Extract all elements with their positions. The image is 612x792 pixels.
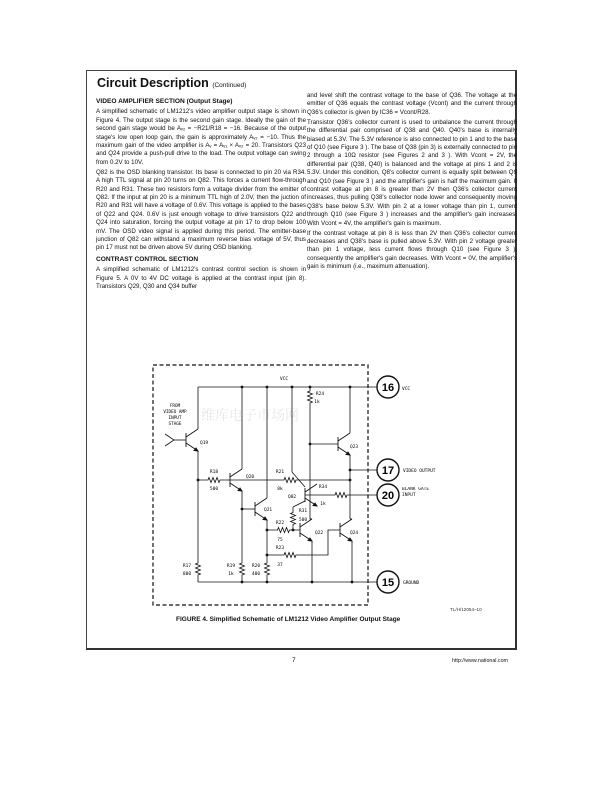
- pin-label: VCC: [402, 387, 411, 392]
- q19-label: Q19: [200, 441, 209, 446]
- junction-dot: [349, 469, 352, 472]
- r21-value: 8k: [277, 487, 283, 492]
- junction-dot: [241, 508, 244, 511]
- right-column: [307, 92, 517, 273]
- q82-label: Q82: [288, 495, 297, 500]
- section-title: [97, 76, 246, 90]
- transistor-collector: [338, 433, 350, 441]
- transistor-collector: [305, 484, 317, 492]
- pin-16: [377, 376, 410, 398]
- r23-value: 37: [277, 563, 283, 568]
- input-label-line: STAGE: [168, 422, 182, 427]
- r34-value: 1k: [320, 502, 326, 507]
- input-label-line: FROM: [169, 404, 181, 409]
- transistor-q23: [338, 433, 350, 455]
- junction-dot: [266, 386, 269, 389]
- transistor-collector: [230, 469, 242, 477]
- r18-name: R18: [209, 470, 219, 475]
- transistor-q24: [340, 519, 352, 541]
- junction-dot: [349, 386, 352, 389]
- footer-url: http://www.national.com: [452, 658, 508, 664]
- left-column: [96, 95, 306, 293]
- pin-number: 16: [381, 382, 395, 394]
- figure-caption: FIGURE 4. Simplified Schematic of LM1212 Video Amplifier Output Stage: [176, 616, 401, 623]
- q22-label: Q22: [315, 531, 324, 536]
- paragraph: and level shift the contrast voltage to the base of Q36. The voltage at the emitter of Q36 equals the contrast voltage (Vcont) and the current through Q36's collector is given by IC36 = Vcont/R28.: [307, 92, 517, 116]
- r34-name: R34: [318, 485, 328, 490]
- r24-value: 1k: [314, 400, 320, 405]
- resistor-r22: [267, 528, 300, 533]
- resistor-r20: [265, 562, 270, 576]
- wire: [293, 501, 305, 507]
- pin-number: 17: [381, 465, 395, 477]
- pin-label: GROUND: [403, 581, 420, 586]
- r23-name: R23: [275, 546, 285, 551]
- junction-dot: [349, 479, 352, 482]
- pin-15: [377, 571, 420, 593]
- junction-dot: [351, 581, 354, 584]
- r17-value: 800: [182, 572, 192, 577]
- resistor-r18: [198, 478, 230, 483]
- pin-number: 15: [381, 577, 395, 589]
- title-text: Circuit Description: [97, 76, 209, 90]
- input-label: [163, 403, 187, 427]
- page-number: 7: [292, 657, 296, 664]
- pin-label-wrap: [402, 487, 442, 503]
- wire: [165, 434, 174, 446]
- r19-name: R19: [226, 564, 236, 569]
- pin-17: [377, 459, 436, 481]
- transistor-collector: [340, 519, 352, 527]
- junction-dot: [311, 581, 314, 584]
- junction-dot: [241, 386, 244, 389]
- paragraph: Q82 is the OSD blanking transistor. Its base is connected to pin 20 via R34. A high TTL signal at pin 20 turns on Q82. This forces a current flow-through R20 and R31. These two resistors form a voltage divider from the emitter of Q82. If the input at pin 20 is a minimum TTL high of 2.0V, then the juction of R20 and R31 will have a voltage of 0.6V. This voltage is applied to the bases of Q22 and Q24. 0.6V is just enough voltage to drive transistors Q22 and Q24 into saturation, forcing the output voltage at pin 17 to drop below 100 mV. The OSD video signal is applied during this period. The emitter-base junction of Q82 can withstand a maximum reverse bias voltage of 5V, thus pin 17 must not be driven above 5V during OSD blanking.: [96, 168, 306, 252]
- pin-number: 20: [381, 490, 395, 502]
- q20-label: Q20: [246, 475, 255, 480]
- junction-dot: [309, 443, 312, 446]
- r19-value: 1k: [228, 572, 234, 577]
- r22-value: 75: [277, 538, 283, 543]
- junction-dot: [241, 581, 244, 584]
- transistor-collector: [255, 498, 267, 506]
- q23-label: Q23: [350, 445, 359, 450]
- transistor-collector: [186, 429, 198, 437]
- r17-name: R17: [182, 564, 192, 569]
- pin-20: [377, 484, 442, 506]
- resistor-r31: [291, 507, 296, 530]
- q24-label: Q24: [350, 531, 359, 536]
- r20-name: R20: [251, 564, 261, 569]
- resistor-r19: [240, 562, 245, 576]
- input-label-line: INPUT: [168, 416, 182, 421]
- vcc-label: VCC: [280, 377, 289, 382]
- r31-value: 500: [298, 518, 308, 523]
- transistor-q19: [186, 429, 198, 451]
- junction-dot: [266, 581, 269, 584]
- resistor-r24: [308, 387, 313, 407]
- input-label-line: VIDEO AMP: [163, 410, 187, 415]
- paragraph: Transistor Q36's collector current is used to unbalance the current through the differential pair comprised of Q38 and Q40. Q40's base is internally biased at 5.3V. The 5.3V reference is also connected to pin 1 and to the base of Q10 (see Figure 3 ). The base of Q38 (pin 3) is externally connected to pin 2 through a 10Ω resistor (see Figures 2 and 3 ). With Vcont = 2V, the differential pair (Q38, Q40) is balanced and the voltage at pins 1 and 2 is 5.3V. Under this condition, Q8's collector current is equally split between Q9 and Q10 (see Figure 3 ) and the amplifier's gain is half the maximum gain. If contrast voltage at pin 8 is greater than 2V then Q36's collector current increases, thus pulling Q38's collector node lower and consequently moving Q38's base below 5.3V. With pin 2 at a lower voltage than pin 1, current through Q10 (see Figure 3 ) increases and the amplifier's gain increases. With Vcont = 4V, the amplifier's gain is maximum.: [307, 118, 517, 227]
- title-suffix: (Continued): [212, 82, 247, 89]
- r20-value: 400: [251, 572, 261, 577]
- heading-video-amplifier: VIDEO AMPLIFIER SECTION (Output Stage): [96, 98, 233, 105]
- pin-label: VIDEO OUTPUT: [403, 469, 436, 474]
- r24-name: R24: [315, 392, 325, 397]
- paragraph: If the contrast voltage at pin 8 is less than 2V then Q36's collector current decreases and Q38's base is pulled above 5.3V. With pin 2 voltage greater than pin 1 voltage, less current flows through Q10 (see Figure 3 ), consequently the amplifier's gain decreases. With Vcont = 0V, the amplifier's gain is minimum (i.e., maximum attenuation).: [307, 229, 517, 271]
- r31-name: R31: [298, 509, 308, 514]
- paragraph: A simplified schematic of LM1212's contrast control section is shown in Figure 5. A 0V to 4V DC voltage is applied at the contrast input (pin 8). Transistors Q29, Q30 and Q34 buffer: [96, 266, 306, 291]
- heading-contrast-control: CONTRAST CONTROL SECTION: [96, 255, 199, 263]
- figure-id: TL/H/12054–10: [450, 607, 482, 612]
- r21-name: R21: [275, 470, 285, 475]
- watermark: 维库电子市场网: [201, 408, 299, 424]
- paragraph: A simplified schematic of LM1212's video amplifier output stage is shown in Figure 4. The output stage is the second gain stage. Ideally the gain of the second gain stage would be Aᵥ₂ = −R21/R18 = −16. Because of the output stage's low open loop gain, the gain is approximately Aᵥ₂ = −10. Thus the maximum gain of the video amplifier is Aᵥ = Aᵥ₁ × Aᵥ₂ = 20. Transistors Q23 and Q24 provide a push-pull drive to the load. The output voltage can swing from 0.2V to 10V.: [96, 108, 306, 166]
- junction-dot: [291, 386, 294, 389]
- pin-label: BLANK GATE INPUT: [402, 487, 430, 498]
- q21-label: Q21: [264, 508, 273, 513]
- ic-boundary: [153, 365, 368, 605]
- r18-value: 500: [209, 487, 219, 492]
- wire: [292, 387, 305, 487]
- resistor-r17: [196, 562, 201, 576]
- resistor-r34: [305, 493, 377, 498]
- resistor-r23: [267, 553, 313, 558]
- r22-name: R22: [275, 521, 285, 526]
- schematic-diagram: [150, 362, 520, 622]
